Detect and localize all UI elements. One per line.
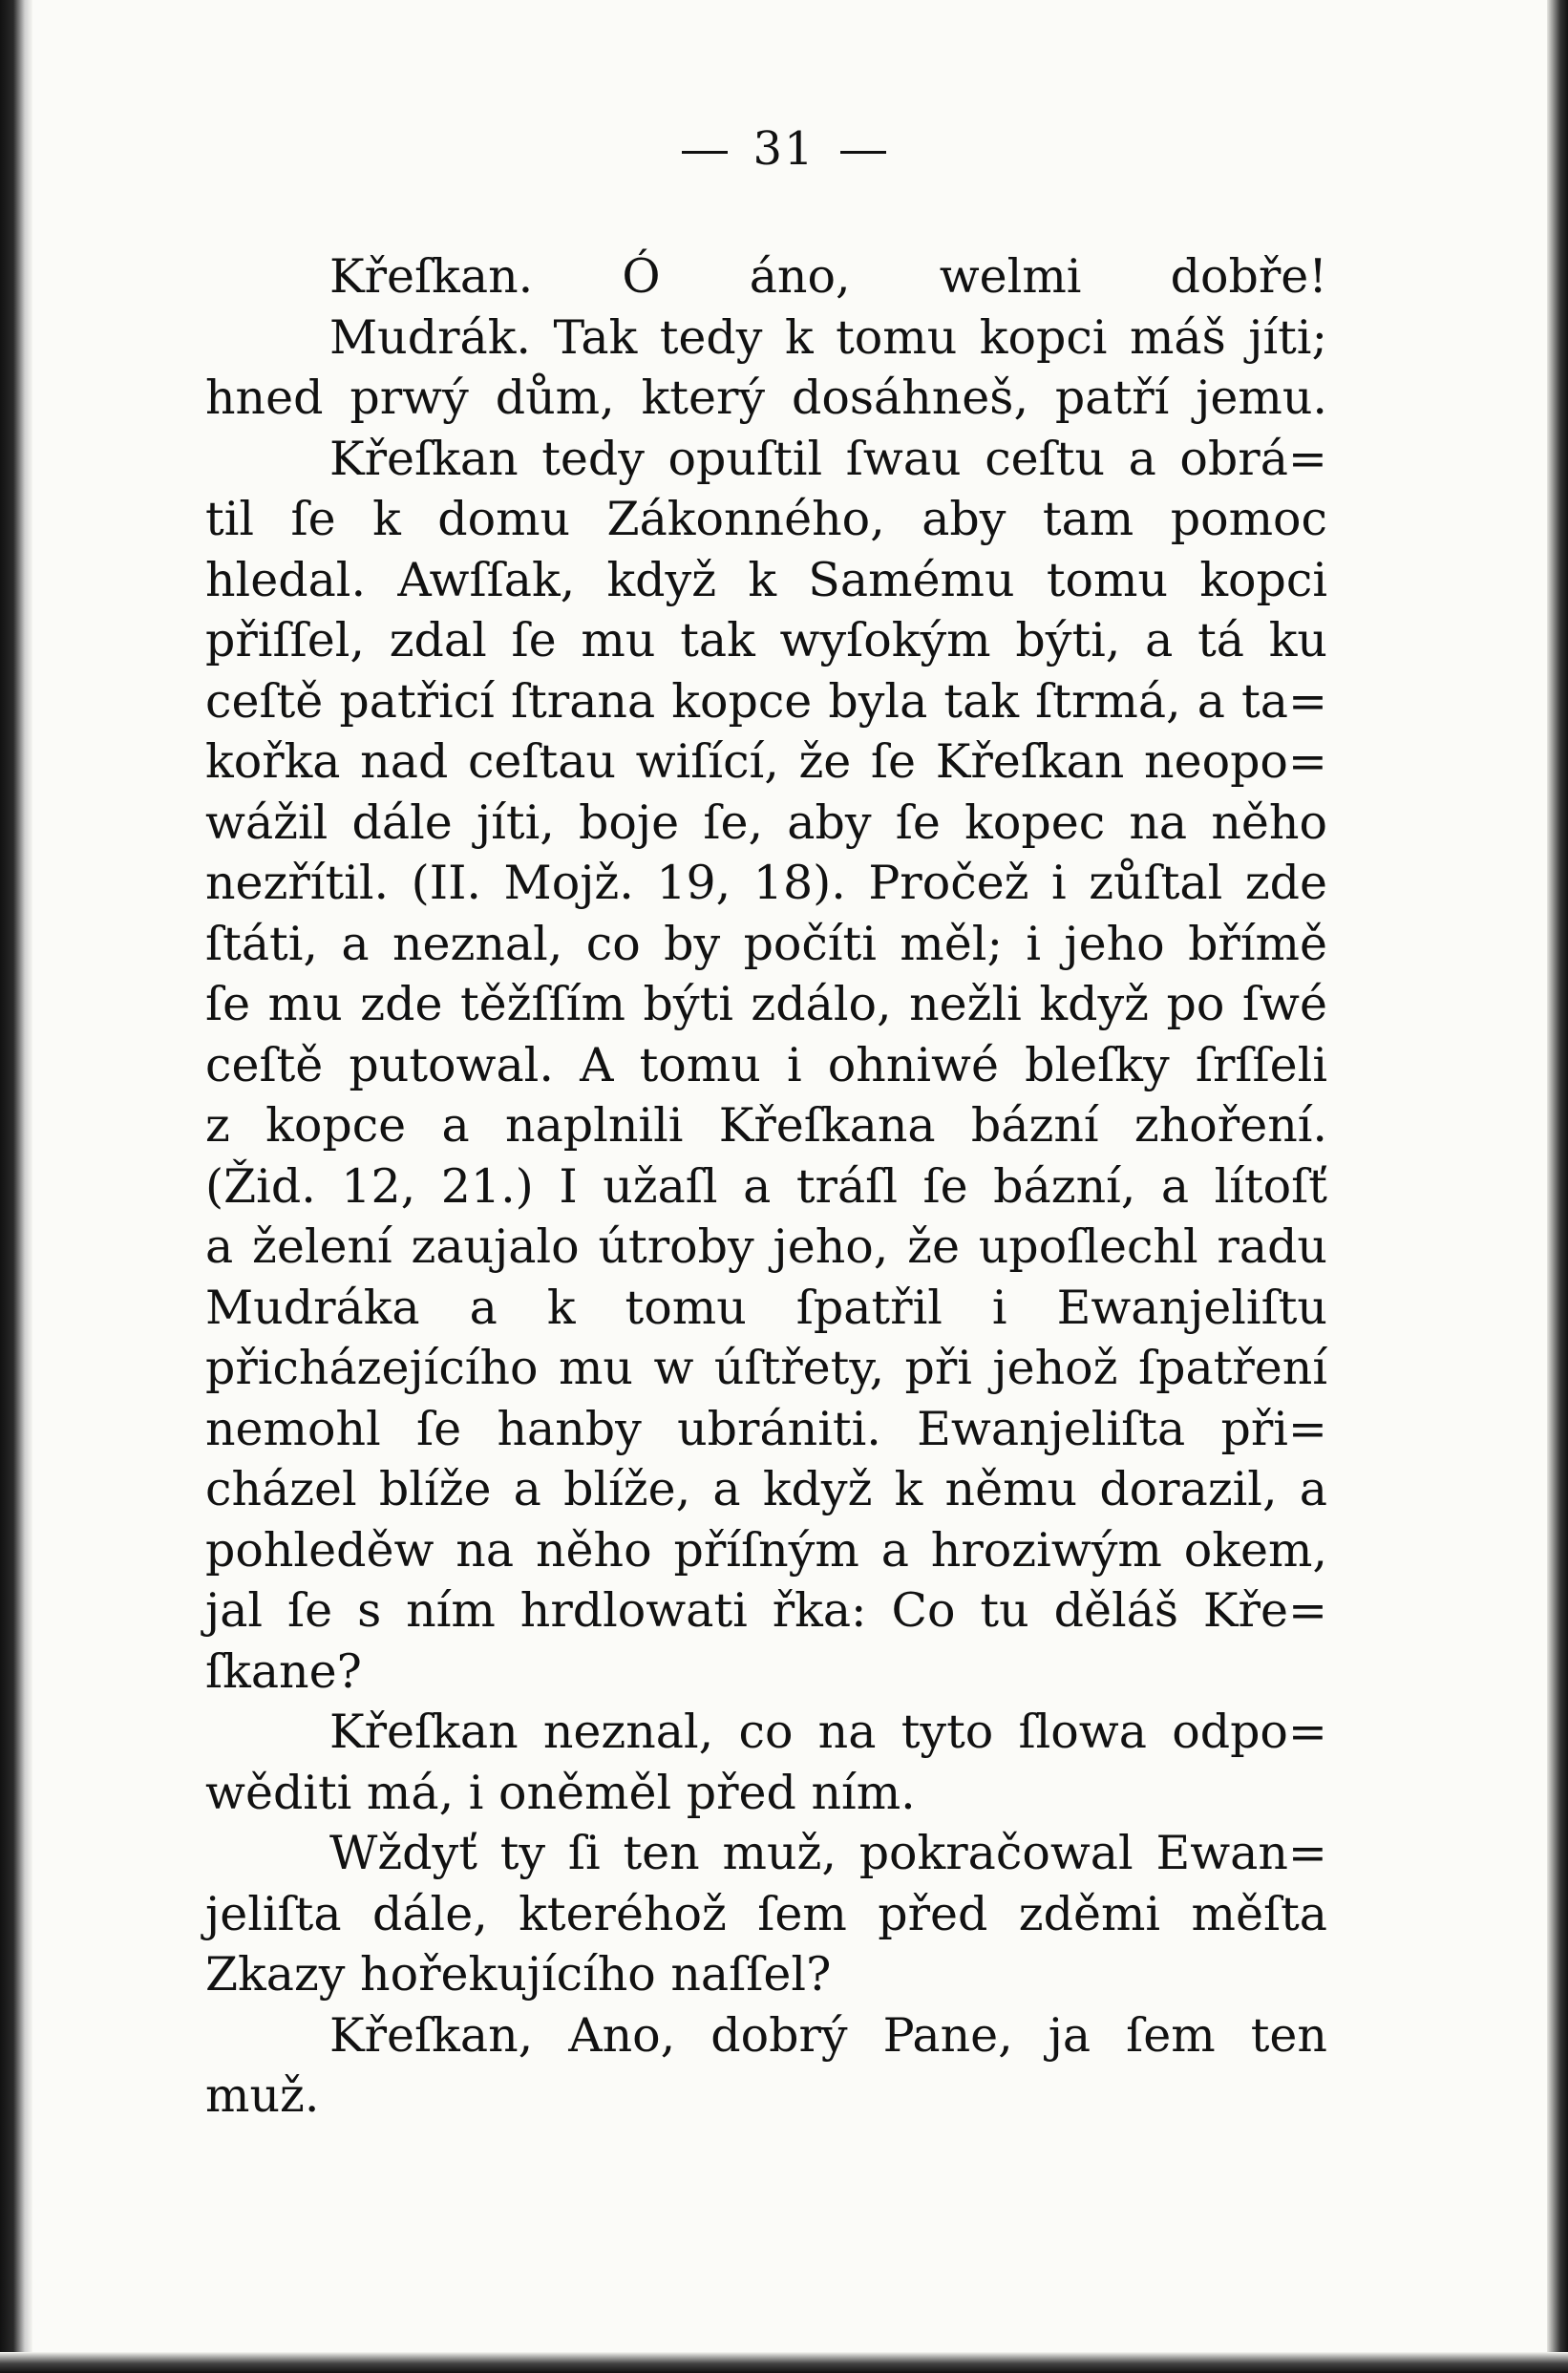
text-line: ſkane? <box>205 1643 362 1699</box>
text-line: pohleděw na něho příſným a hroziwým okem, <box>205 1522 1327 1578</box>
text-line: Mudráka a k tomu ſpatřil i Ewanjeliſtu <box>205 1280 1327 1335</box>
page-text <box>205 246 1327 2127</box>
text-line: cházel blíže a blíže, a když k němu dorazil, a <box>205 1462 1327 1516</box>
page-header <box>0 122 1568 176</box>
text-line: ceſtě putowal. A tomu i ohniwé bleſky ſrſſeli <box>205 1037 1327 1092</box>
text-line: přiſſel, zdal ſe mu tak wyſokým býti, a tá ku <box>205 613 1327 667</box>
text-line: nezřítil. (II. Mojž. 19, 18). Pročež i zůſtal zde <box>205 856 1327 910</box>
text-line: (Žid. 12, 21.) I užaſl a tráſl ſe bázní, a lítoſť <box>205 1158 1327 1214</box>
page-number: 31 <box>752 122 816 176</box>
text-line: Křeſkan. Ó áno, welmi dobře! <box>329 249 1327 304</box>
text-line: přicházejícího mu w úſtřety, při jehož ſpatření <box>205 1341 1327 1395</box>
text-line: jeliſta dále, kteréhož ſem před zděmi měſta <box>205 1886 1327 1941</box>
text-line: nemohl ſe hanby ubrániti. Ewanjeliſta při= <box>205 1401 1327 1456</box>
text-line: hned prwý dům, který dosáhneš, patří jemu. <box>205 371 1327 425</box>
text-line: ceſtě patřicí ſtrana kopce byla tak ſtrmá, a ta= <box>205 673 1327 729</box>
text-line: hledal. Awſſak, když k Samému tomu kopci <box>205 552 1327 607</box>
text-line: ſe mu zde těžſſím býti zdálo, nežli když po ſwé <box>205 977 1327 1031</box>
page-bottom-edge <box>0 2352 1568 2373</box>
text-line: til ſe k domu Zákonného, aby tam pomoc <box>205 492 1327 546</box>
text-line: z kopce a naplnili Křeſkana bázní zhoření. <box>205 1098 1327 1153</box>
page-left-edge <box>0 0 32 2373</box>
text-line: wážil dále jíti, boje ſe, aby ſe kopec na něho <box>205 795 1327 850</box>
header-dash-right <box>840 151 886 154</box>
text-line: Křeſkan, Ano, dobrý Pane, ja ſem ten <box>329 2007 1327 2063</box>
text-line: wěditi má, i oněměl před ním. <box>205 1765 916 1820</box>
header-dash-left <box>682 151 728 154</box>
text-line: kořka nad ceſtau wiſící, že ſe Křeſkan neopo= <box>205 734 1327 789</box>
text-line: Křeſkan neznal, co na tyto ſlowa odpo= <box>329 1705 1327 1759</box>
text-line: ſtáti, a neznal, co by počíti měl; i jeho břímě <box>205 916 1327 971</box>
text-line: Wždyť ty ſi ten muž, pokračowal Ewan= <box>329 1826 1327 1880</box>
text-line: a želení zaujalo útroby jeho, že upoſlechl radu <box>205 1219 1327 1274</box>
text-line: jal ſe s ním hrdlowati řka: Co tu děláš Kře= <box>205 1583 1327 1638</box>
text-line: Křeſkan tedy opuſtil ſwau ceſtu a obrá= <box>329 431 1327 486</box>
text-line: muž. <box>205 2068 320 2123</box>
text-line: Mudrák. Tak tedy k tomu kopci máš jíti; <box>329 309 1327 365</box>
page-right-edge <box>1547 0 1568 2373</box>
text-line: Zkazy hořekujícího naſſel? <box>205 1947 832 2002</box>
